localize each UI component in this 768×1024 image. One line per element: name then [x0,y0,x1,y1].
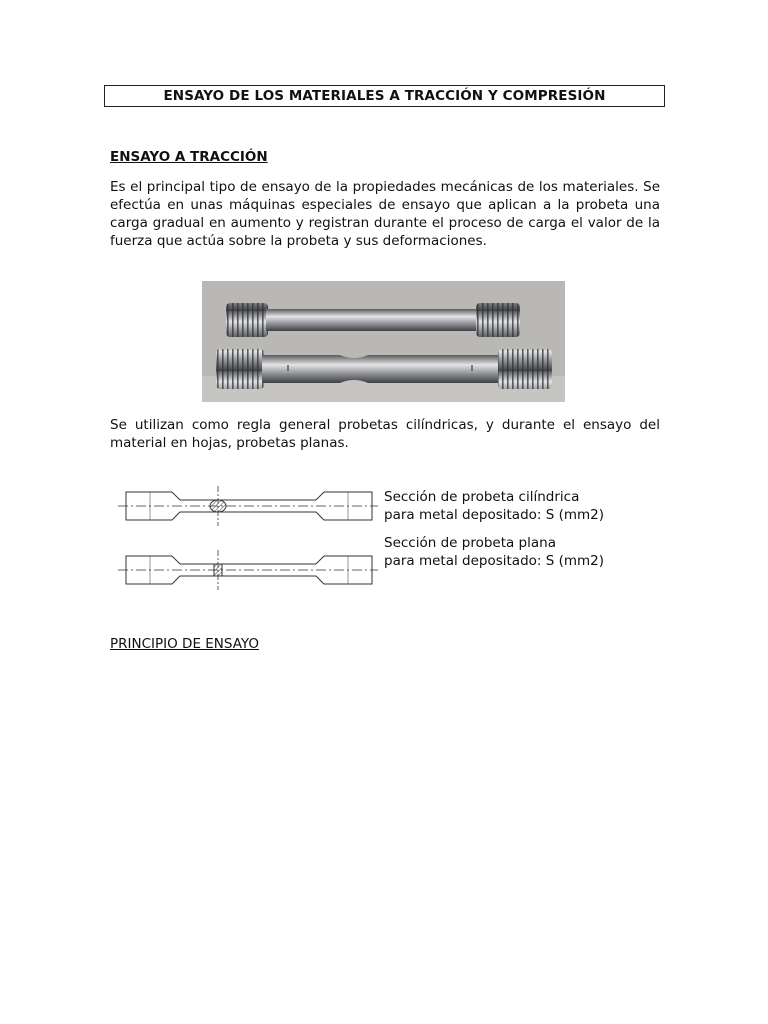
paragraph-intro: Es el principal tipo de ensayo de la propiedades mecánicas de los materiales. Se efectúa en unas máquinas especiales de ensayo que aplican a la probeta una carga gradual en aumento y registran durante el proceso de carga el valor de la fuerza que actúa sobre la probeta y sus deformaciones. [110,179,660,249]
specimen-section-diagram [116,478,382,594]
caption-flat-line1: Sección de probeta plana [384,535,556,551]
caption-cylindrical-line2: para metal depositado: S (mm2) [384,507,605,523]
caption-flat-line2: para metal depositado: S (mm2) [384,553,605,569]
paragraph-probetas: Se utilizan como regla general probetas cilíndricas, y durante el ensayo del material en hojas, probetas planas. [110,417,660,451]
specimens-photo [202,281,565,402]
section-heading-traccion: ENSAYO A TRACCIÓN [110,149,268,165]
document-title: ENSAYO DE LOS MATERIALES A TRACCIÓN Y COMPRESIÓN [104,85,665,107]
caption-cylindrical-line1: Sección de probeta cilíndrica [384,489,580,505]
caption-cylindrical [384,488,604,524]
section-heading-principio: PRINCIPIO DE ENSAYO [110,636,260,652]
caption-flat [384,534,604,570]
specimen-bottom [216,349,552,389]
cylindrical-specimen-drawing [118,486,378,526]
flat-specimen-drawing [118,550,378,590]
